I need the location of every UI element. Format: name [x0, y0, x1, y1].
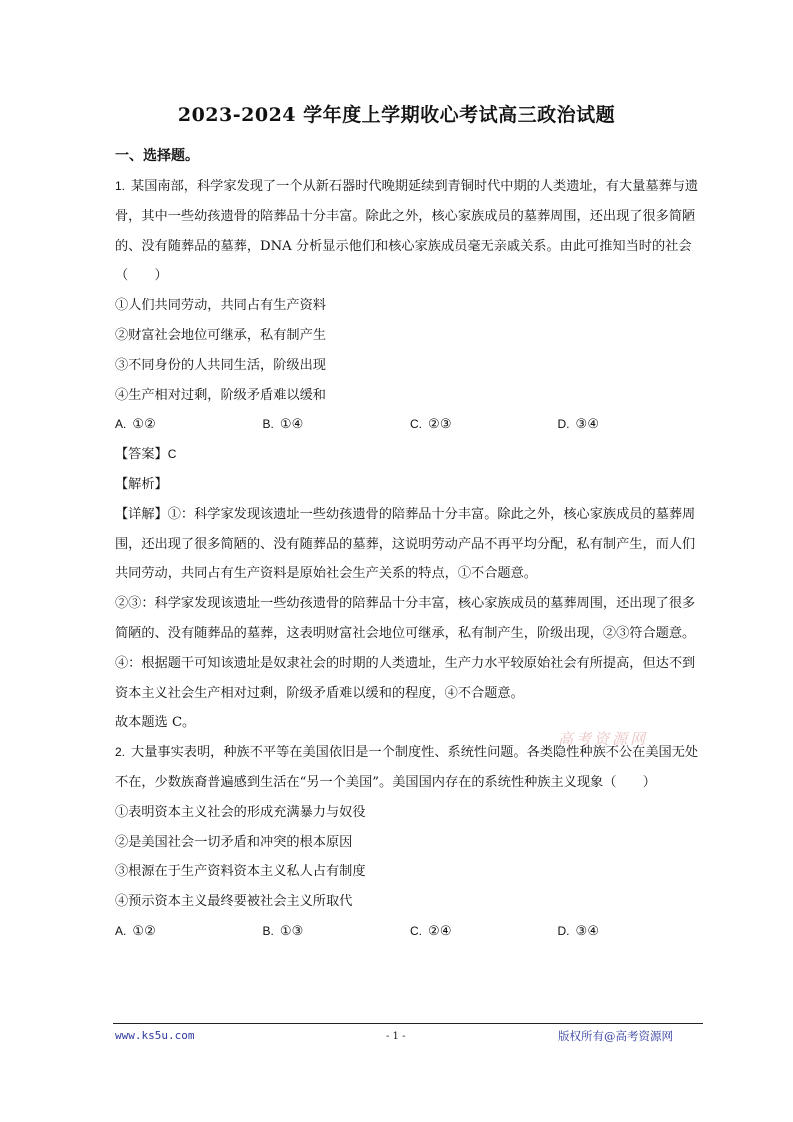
question-2-item: ③根源在于生产资料资本主义私人占有制度: [115, 864, 366, 880]
option-b: B. ①③: [262, 923, 304, 939]
page-number: - 1 -: [386, 1031, 406, 1042]
option-d: D. ③④: [557, 417, 600, 433]
option-c: C. ②④: [410, 923, 452, 939]
analysis-paragraph: ④：根据题干可知该遗址是奴隶社会的时期的人类遗址，生产力水平较原始社会有所提高，但达不到资本主义社会生产相对过剩，阶级矛盾难以缓和的程度，④不合题意。: [115, 655, 696, 701]
question-1-options: [115, 410, 705, 440]
footer-divider: [113, 1023, 703, 1024]
page-title: 2023-2024 学年度上学期收心考试高三政治试题: [177, 104, 616, 126]
question-2-item: ①表明资本主义社会的形成充满暴力与奴役: [115, 804, 366, 820]
answer-value: C: [167, 447, 177, 462]
analysis-conclusion: 故本题选 C。: [115, 715, 196, 731]
option-a: A. ①②: [115, 923, 156, 939]
option-b: B. ①④: [262, 417, 304, 433]
option-a: A. ①②: [115, 417, 156, 433]
question-2-number: 2.: [115, 745, 126, 760]
question-2-options: [115, 917, 705, 947]
question-2-item: ④预示资本主义最终要被社会主义所取代: [115, 894, 353, 910]
watermark: 高考资源网: [558, 730, 649, 748]
analysis-paragraph: 【详解】①：科学家发现该遗址一些幼孩遗骨的陪葬品十分丰富。除此之外，核心家族成员的墓葬周围，还出现了很多简陋的、没有随葬品的墓葬，这说明劳动产品不再平均分配，私有制产生，而人们共同劳动，共同占有生产资料是原始社会生产关系的特点，①不合题意。: [115, 506, 696, 582]
question-2-item: ②是美国社会一切矛盾和冲突的根本原因: [115, 834, 353, 850]
section-heading: 一、选择题。: [115, 148, 199, 164]
analysis-paragraph: ②③：科学家发现该遗址一些幼孩遗骨的陪葬品十分丰富，核心家族成员的墓葬周围，还出现了很多简陋的、没有随葬品的墓葬，这表明财富社会地位可继承，私有制产生，阶级出现，②③符合题意。: [115, 596, 696, 641]
question-1-item: ③不同身份的人共同生活，阶级出现: [115, 357, 326, 373]
option-d: D. ③④: [557, 923, 600, 939]
footer-website-link[interactable]: www.ks5u.com: [115, 1029, 195, 1042]
question-2-stem: 2. 大量事实表明，种族不平等在美国依旧是一个制度性、系统性问题。各类隐性种族不公在美国无处不在，少数族裔普遍感到生活在“另一个美国”。美国国内存在的系统性种族主义现象（ ）: [115, 745, 699, 790]
analysis-label: 【解析】: [115, 476, 168, 492]
question-1-item: ④生产相对过剩，阶级矛盾难以缓和: [115, 387, 326, 403]
answer-line: 【答案】C: [115, 447, 177, 463]
option-c: C. ②③: [410, 417, 452, 433]
question-1-item: ②财富社会地位可继承，私有制产生: [115, 327, 326, 343]
question-1-number: 1.: [115, 179, 126, 193]
footer-copyright: 版权所有@高考资源网: [558, 1029, 673, 1043]
question-1-stem: 1. 某国南部，科学家发现了一个从新石器时代晚期延续到青铜时代中期的人类遗址，有大量墓葬与遗骨，其中一些幼孩遗骨的陪葬品十分丰富。除此之外，核心家族成员的墓葬周围，还出现了很多简陋的、没有随葬品的墓葬，DNA 分析显示他们和核心家族成员毫无亲戚关系。由此可推知当时的社会（ ）: [115, 179, 699, 284]
document-body: [115, 172, 705, 947]
question-1-item: ①人们共同劳动，共同占有生产资料: [115, 298, 326, 314]
